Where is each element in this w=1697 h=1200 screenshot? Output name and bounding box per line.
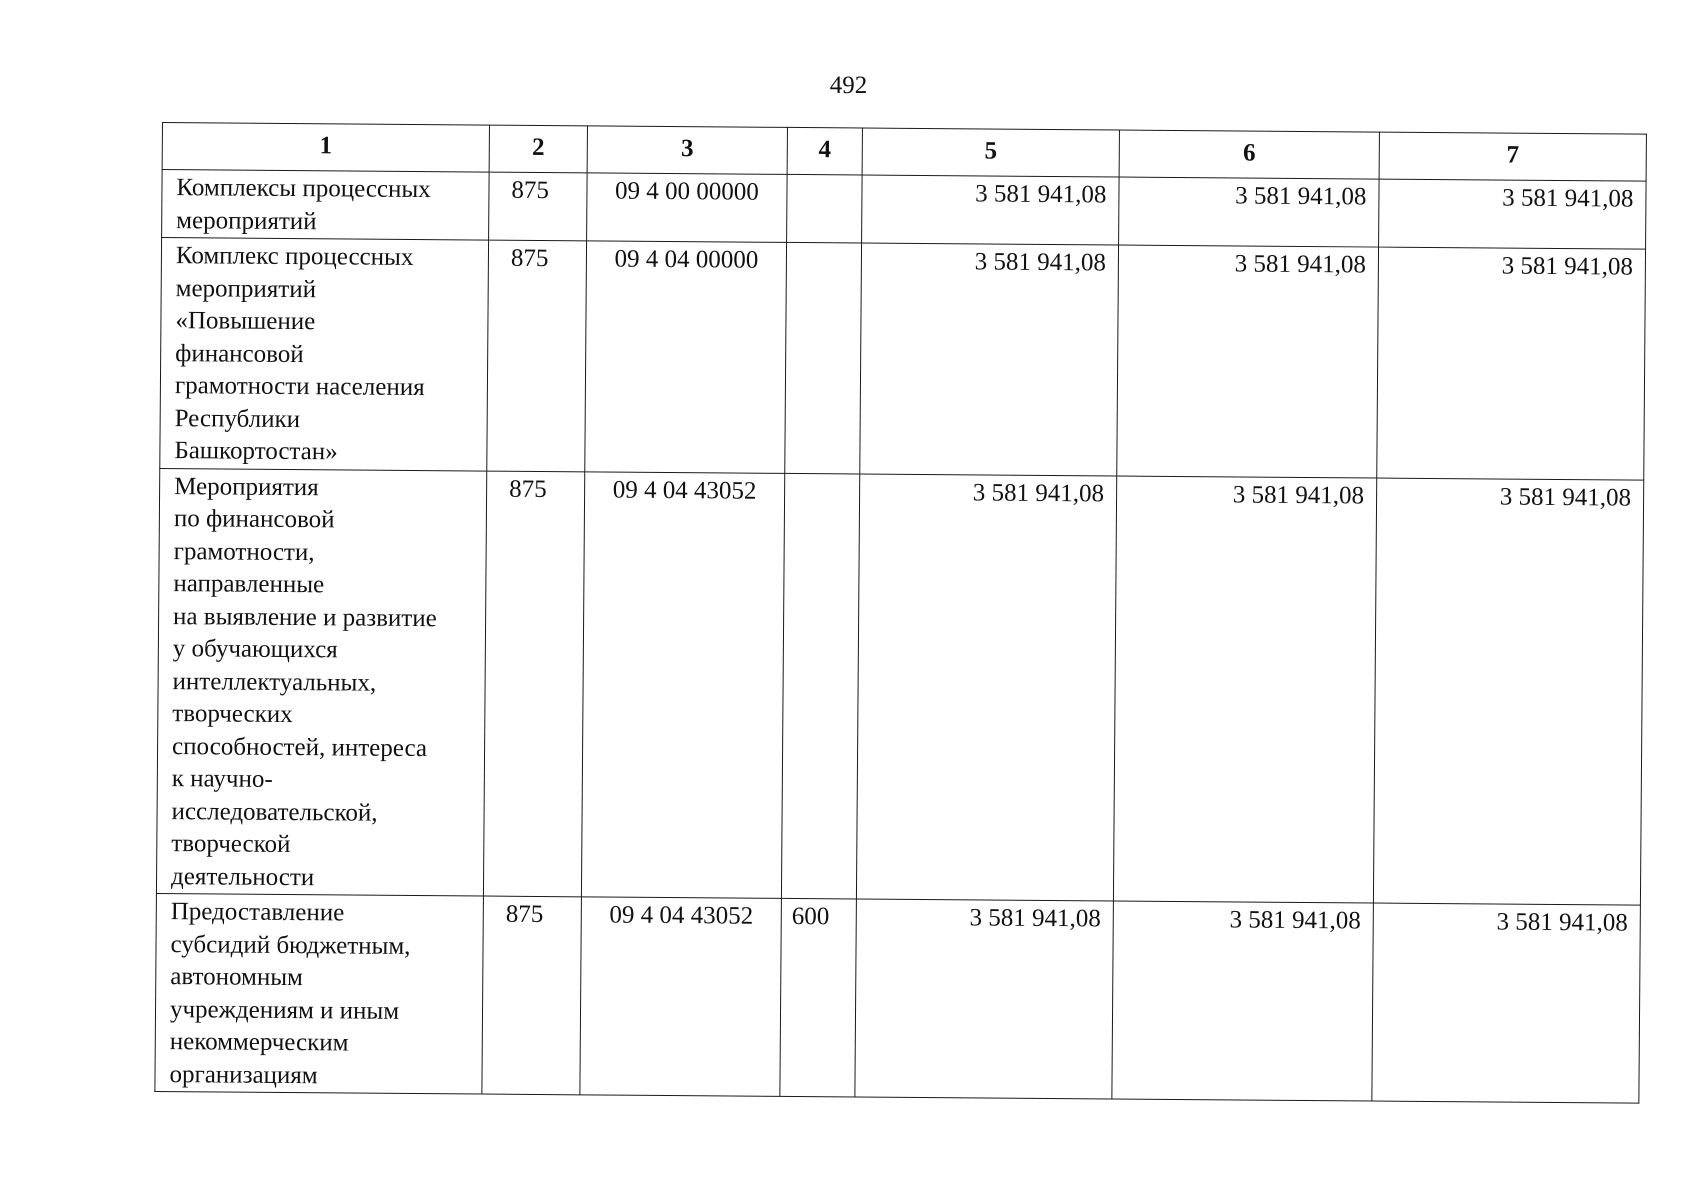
row-sum-1: 3 581 941,08 xyxy=(862,175,1120,245)
name-line: финансовой xyxy=(175,339,304,368)
name-line: некоммерческим xyxy=(169,1028,349,1057)
name-line: интеллектуальных, xyxy=(172,667,377,697)
row-sum-1: 3 581 941,08 xyxy=(860,243,1119,476)
row-csr: 09 4 04 43052 xyxy=(580,897,782,1097)
budget-table xyxy=(154,122,1647,1104)
name-line: способностей, интереса xyxy=(171,732,428,762)
name-line: Комплексы процессных xyxy=(176,174,431,204)
column-header-6: 6 xyxy=(1119,130,1379,179)
name-line: на выявление и развитие xyxy=(173,602,437,632)
column-header-2: 2 xyxy=(489,125,587,173)
row-sum-2: 3 581 941,08 xyxy=(1119,177,1380,247)
name-line: направленные xyxy=(173,570,325,599)
row-vr: 600 xyxy=(780,898,857,1097)
page-number: 492 xyxy=(829,72,868,99)
table-row xyxy=(156,468,1643,905)
name-line: субсидий бюджетным, xyxy=(170,930,411,960)
row-vr xyxy=(787,174,863,243)
row-sum-2: 3 581 941,08 xyxy=(1113,476,1376,904)
name-line: учреждениям и иным xyxy=(169,995,400,1025)
name-line: грамотности, xyxy=(173,537,315,566)
name-line: к научно- xyxy=(171,765,273,793)
row-name xyxy=(162,170,490,241)
row-grbs: 875 xyxy=(482,896,582,1095)
column-header-7: 7 xyxy=(1379,132,1646,181)
name-line: мероприятий xyxy=(176,206,317,235)
name-line: Республики xyxy=(174,404,301,433)
row-sum-2: 3 581 941,08 xyxy=(1112,901,1374,1101)
name-line: грамотности населения xyxy=(174,372,425,402)
name-line: Башкортостан» xyxy=(174,437,338,466)
name-line: Мероприятия xyxy=(174,472,319,501)
name-line: организациям xyxy=(169,1060,318,1089)
row-name xyxy=(155,893,484,1094)
row-name xyxy=(160,238,489,471)
name-line: Предоставление xyxy=(170,898,345,927)
row-sum-3: 3 581 941,08 xyxy=(1377,247,1646,480)
row-vr xyxy=(785,242,862,473)
table-row xyxy=(160,238,1646,480)
name-line: мероприятий xyxy=(175,274,317,303)
row-csr: 09 4 04 00000 xyxy=(585,241,787,473)
table-row xyxy=(155,893,1641,1103)
column-header-1: 1 xyxy=(162,123,489,173)
column-header-4: 4 xyxy=(787,127,862,175)
column-header-5: 5 xyxy=(862,128,1119,177)
row-csr: 09 4 04 43052 xyxy=(581,471,784,898)
row-sum-2: 3 581 941,08 xyxy=(1117,245,1379,478)
name-line: автономным xyxy=(170,963,303,992)
name-line: «Повышение xyxy=(175,307,316,336)
row-vr xyxy=(781,473,859,899)
row-sum-1: 3 581 941,08 xyxy=(855,899,1114,1099)
row-csr: 09 4 00 00000 xyxy=(587,173,788,243)
name-line: деятельности xyxy=(170,862,315,891)
row-sum-1: 3 581 941,08 xyxy=(856,473,1116,901)
row-grbs: 875 xyxy=(487,240,587,471)
row-grbs: 875 xyxy=(489,172,588,241)
name-line: творческих xyxy=(172,700,293,729)
row-sum-3: 3 581 941,08 xyxy=(1379,179,1647,249)
name-line: у обучающихся xyxy=(172,635,338,664)
column-header-3: 3 xyxy=(587,126,787,175)
table-row xyxy=(162,170,1646,250)
row-name xyxy=(156,468,486,896)
name-line: по финансовой xyxy=(173,505,335,534)
row-sum-3: 3 581 941,08 xyxy=(1372,903,1641,1103)
name-line: творческой xyxy=(171,830,291,859)
name-line: Комплекс процессных xyxy=(175,242,414,271)
row-sum-3: 3 581 941,08 xyxy=(1373,478,1643,906)
row-grbs: 875 xyxy=(483,471,584,897)
name-line: исследовательской, xyxy=(171,797,378,827)
